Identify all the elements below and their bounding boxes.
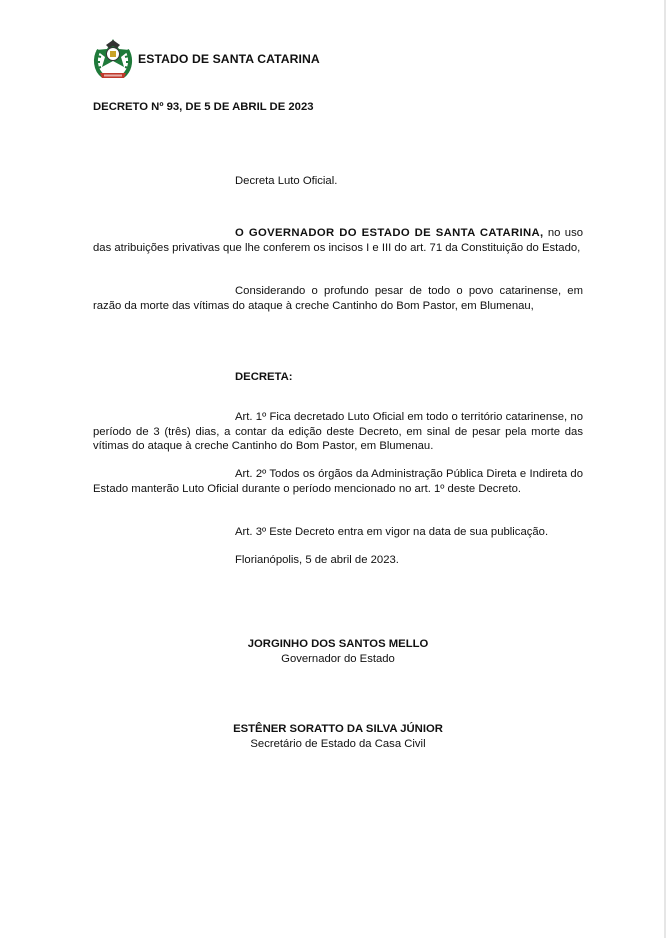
article-3: Art. 3º Este Decreto entra em vigor na data de sua publicação.	[235, 526, 549, 538]
considering-paragraph: Considerando o profundo pesar de todo o povo catarinense, em razão da morte das vítimas do ataque à creche Cantinho do Bom Pastor, em Blumenau,	[93, 285, 583, 312]
governor-title: O GOVERNADOR DO ESTADO DE SANTA CATARINA,	[235, 227, 544, 239]
article-2: Art. 2º Todos os órgãos da Administração Pública Direta e Indireta do Estado manterão Luto Oficial durante o período mencionado no art. 1º deste Decreto.	[93, 468, 583, 495]
preamble-text: no uso das atribuições privativas que lhe conferem os incisos I e III do art. 71 da Constituição do Estado,	[93, 227, 583, 254]
place-and-date: Florianópolis, 5 de abril de 2023.	[235, 554, 399, 566]
state-coat-of-arms-icon	[93, 36, 133, 82]
decree-ementa: Decreta Luto Oficial.	[235, 175, 338, 187]
article-1: Art. 1º Fica decretado Luto Oficial em todo o território catarinense, no período de 3 (três) dias, a contar da edição deste Decreto, em sinal de pesar pela morte das vítimas do ataque à creche Cantinho do Bom Pastor, em Blumenau.	[93, 411, 583, 453]
decreta-heading: DECRETA:	[235, 371, 293, 383]
signatory-role: Secretário de Estado da Casa Civil	[250, 737, 426, 750]
signature-casa-civil	[188, 722, 488, 751]
state-name-heading: ESTADO DE SANTA CATARINA	[138, 52, 320, 66]
signatory-role: Governador do Estado	[281, 652, 395, 665]
preamble-paragraph	[93, 226, 583, 255]
decree-number-title: DECRETO Nº 93, DE 5 DE ABRIL DE 2023	[93, 101, 314, 113]
signature-governor	[188, 637, 488, 666]
signatory-name: JORGINHO DOS SANTOS MELLO	[247, 638, 429, 650]
signatory-name: ESTÊNER SORATTO DA SILVA JÚNIOR	[233, 723, 443, 735]
